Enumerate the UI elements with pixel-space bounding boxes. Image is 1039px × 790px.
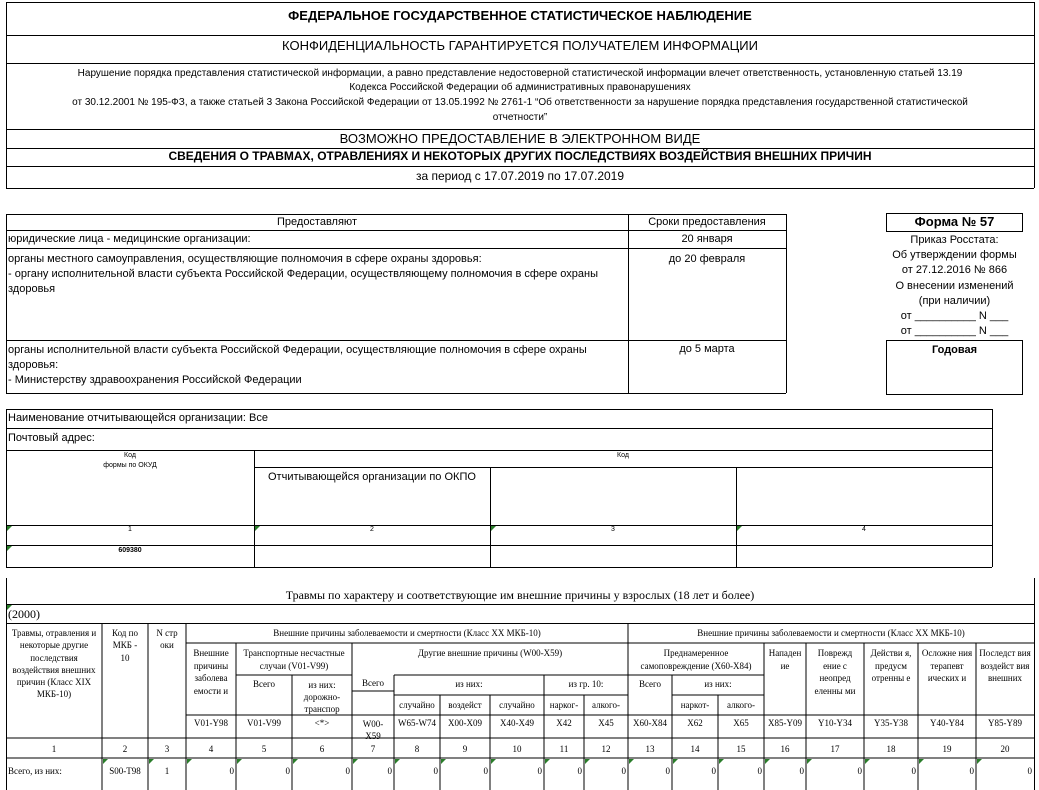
header-undetermined: Поврежд ение с неопред еленны ми xyxy=(814,648,856,696)
confidentiality-notice: КОНФИДЕНЦИАЛЬНОСТЬ ГАРАНТИРУЕТСЯ ПОЛУЧАТЕЛЕМ ИНФОРМАЦИИ xyxy=(282,38,758,53)
total-value-cell[interactable]: 0 xyxy=(665,766,670,776)
total-value-cell[interactable]: 0 xyxy=(229,766,234,776)
column-number: 5 xyxy=(261,744,267,754)
total-value-cell[interactable]: 0 xyxy=(857,766,862,776)
column-number: 8 xyxy=(414,744,420,754)
periodicity: Годовая xyxy=(931,344,978,356)
table-code: (2000) xyxy=(8,607,40,621)
code-cell: X00-X09 xyxy=(448,718,482,728)
okud-code-title: Код xyxy=(124,452,136,459)
column-number: 3 xyxy=(164,744,170,754)
header-icd-code: Код по МКБ - 10 xyxy=(112,628,138,663)
col-num-3: 3 xyxy=(611,526,615,533)
header-self-harm-narcotic: наркот- xyxy=(680,700,710,710)
deadline-1: 20 января xyxy=(681,233,733,245)
total-row-icd: S00-T98 xyxy=(109,766,141,776)
code-cell: Y35-Y38 xyxy=(874,718,908,728)
code-cell: X65 xyxy=(733,718,749,728)
deadline-header: Сроки предоставления xyxy=(648,216,766,228)
column-number: 18 xyxy=(886,744,896,754)
header-road-transport: из них: дорожно-транспор xyxy=(303,680,341,714)
order-line: Приказ Росстата: xyxy=(910,234,999,246)
total-value-cell[interactable]: 0 xyxy=(483,766,488,776)
column-number: 9 xyxy=(462,744,468,754)
header-injuries: Травмы, отравления и некоторые другие последствия воздействия внешних причин (Класс XIX МКБ-10) xyxy=(11,628,97,700)
total-value-cell[interactable]: 0 xyxy=(757,766,762,776)
warning-line-4: отчетности” xyxy=(492,112,548,123)
header-self-harm-total: Всего xyxy=(638,679,662,689)
submitter-row-2 xyxy=(8,252,626,297)
table-caption: Травмы по характеру и соответствующие им внешние причины у взрослых (18 лет и более) xyxy=(285,588,755,602)
header-accidental: случайно xyxy=(399,700,435,710)
header-self-harm-alcohol: алкого- xyxy=(727,700,755,710)
column-number: 15 xyxy=(736,744,746,754)
header-transport: Транспортные несчастные случаи (V01-V99) xyxy=(243,648,345,671)
organization-section xyxy=(0,405,1039,570)
total-value-cell[interactable]: 0 xyxy=(969,766,974,776)
order-line: Об утверждении формы xyxy=(892,249,1017,262)
order-info xyxy=(886,233,1023,339)
header-legal: Действи я, предусм отренны е xyxy=(870,648,912,684)
column-number: 14 xyxy=(690,744,700,754)
header-title: ФЕДЕРАЛЬНОЕ ГОСУДАРСТВЕННОЕ СТАТИСТИЧЕСКОЕ НАБЛЮДЕНИЕ xyxy=(288,8,752,23)
code-cell: W65-W74 xyxy=(398,718,436,728)
column-number: 16 xyxy=(780,744,790,754)
submitter-line: органы местного самоуправления, осуществляющие полномочия в сфере охраны здоровья: xyxy=(8,253,482,265)
submitter-line: органы исполнительной власти субъекта Российской Федерации, осуществляющие полномочия в сфере охраны xyxy=(8,344,587,356)
header-other-causes: Другие внешние причины (W00-X59) xyxy=(417,648,563,658)
column-number: 1 xyxy=(51,744,57,754)
okpo-label: Отчитывающейся организации по ОКПО xyxy=(268,471,476,483)
order-line: (при наличии) xyxy=(918,294,991,307)
column-number: 20 xyxy=(1000,744,1010,754)
warning-line-2: Кодекса Российской Федерации об административных правонарушениях xyxy=(349,82,691,93)
submitter-line: здоровья: xyxy=(8,359,59,371)
header-other-total: Всего xyxy=(361,678,385,688)
total-value-cell[interactable]: 0 xyxy=(345,766,350,776)
column-number: 7 xyxy=(370,744,376,754)
code-cell: X62 xyxy=(687,718,703,728)
code-cell: X60-X84 xyxy=(633,718,667,728)
column-number: 4 xyxy=(208,744,214,754)
total-value-cell[interactable]: 0 xyxy=(799,766,804,776)
column-number: 12 xyxy=(601,744,611,754)
header-assault: Нападен ие xyxy=(768,648,802,671)
postal-address: Почтовый адрес: xyxy=(8,432,95,444)
total-value-cell[interactable]: 0 xyxy=(1027,766,1032,776)
injury-table xyxy=(0,578,1039,790)
total-value-cell[interactable]: 0 xyxy=(711,766,716,776)
total-value-cell[interactable]: 0 xyxy=(285,766,290,776)
code-cell: Y40-Y84 xyxy=(930,718,964,728)
header-group-1: Внешние причины заболеваемости и смертности (Класс XX МКБ-10) xyxy=(273,628,541,638)
total-value-cell[interactable]: 0 xyxy=(577,766,582,776)
submitter-line: - органу исполнительной власти субъекта Российской Федерации, осуществляющему полномочия в сфере охраны xyxy=(8,268,599,280)
warning-line-3: от 30.12.2001 № 195-ФЗ, а также статьей 3 Закона Российской Федерации от 13.05.1992 № 2761-1 “Об ответственности за нарушение порядка представления государственной статистической xyxy=(72,97,968,108)
column-number: 11 xyxy=(559,744,569,754)
submitters-header: Предоставляют xyxy=(277,216,357,228)
submitter-row-3 xyxy=(8,343,626,388)
code-cell: Y10-Y34 xyxy=(818,718,852,728)
header-of-them: из них: xyxy=(455,679,483,689)
code-cell: V01-V99 xyxy=(247,718,281,728)
column-number: 2 xyxy=(122,744,128,754)
total-row-line: 1 xyxy=(164,766,170,776)
order-line: О внесении изменений xyxy=(895,279,1014,292)
header-external-causes: Внешние причины заболева емости и xyxy=(193,648,229,696)
col-num-4: 4 xyxy=(862,526,866,533)
okud-value: 609380 xyxy=(118,547,142,554)
column-number: 13 xyxy=(645,744,655,754)
column-number: 19 xyxy=(942,744,952,754)
header-sequelae: Последст вия воздейст вия внешних xyxy=(979,648,1031,684)
submitter-line: здоровья xyxy=(8,283,56,295)
header-transport-total: Всего xyxy=(252,679,276,689)
report-period: за период с 17.07.2019 по 17.07.2019 xyxy=(415,169,625,183)
electronic-notice: ВОЗМОЖНО ПРЕДОСТАВЛЕНИЕ В ЭЛЕКТРОННОМ ВИДЕ xyxy=(339,131,701,146)
order-line: от __________ N ___ xyxy=(900,310,1009,323)
total-value-cell[interactable]: 0 xyxy=(621,766,626,776)
form-number-box xyxy=(886,213,1024,395)
code-cell: <*> xyxy=(314,718,330,728)
header-narcotic: нарког- xyxy=(549,700,579,710)
order-line: от __________ N ___ xyxy=(900,325,1009,338)
header-group-2: Внешние причины заболеваемости и смертности (Класс XX МКБ-10) xyxy=(697,628,965,638)
code-cell: Y85-Y89 xyxy=(988,718,1022,728)
code-cell: X42 xyxy=(556,718,572,728)
header-accidental-2: случайно xyxy=(499,700,535,710)
okud-label: формы по ОКУД xyxy=(103,462,157,469)
total-value-cell[interactable]: 0 xyxy=(387,766,392,776)
submitter-row-1 xyxy=(8,233,626,245)
column-number: 10 xyxy=(512,744,522,754)
order-line: от 27.12.2016 № 866 xyxy=(901,264,1008,277)
organization-name: Наименование отчитывающейся организации: Все xyxy=(8,412,268,424)
header-complications: Осложне ния терапевт ических и xyxy=(921,648,973,684)
submitter-line: юридические лица - медицинские организации: xyxy=(8,233,251,245)
form-header xyxy=(0,0,1039,190)
total-value-cell[interactable]: 0 xyxy=(911,766,916,776)
deadline-2: до 20 февраля xyxy=(668,253,746,265)
column-number: 17 xyxy=(830,744,840,754)
submission-table xyxy=(0,200,800,400)
header-self-harm-of: из них: xyxy=(704,679,732,689)
header-of-group-10: из гр. 10: xyxy=(568,679,604,689)
form-number: Форма № 57 xyxy=(914,214,995,229)
code-cell: X45 xyxy=(598,718,614,728)
submitter-line: - Министерству здравоохранения Российской Федерации xyxy=(8,374,302,386)
org-code-title: Код xyxy=(617,452,629,459)
code-cell: X40-X49 xyxy=(500,718,534,728)
col-num-1: 1 xyxy=(128,526,132,533)
column-number: 6 xyxy=(319,744,325,754)
deadline-3: до 5 марта xyxy=(679,343,735,355)
header-exposure: воздейст xyxy=(448,700,482,710)
code-cell: V01-Y98 xyxy=(194,718,228,728)
warning-line-1: Нарушение порядка представления статистической информации, а равно представление недостоверной статистической информации влечет ответственность, установленную статьей 13.19 xyxy=(77,68,963,79)
total-value-cell[interactable]: 0 xyxy=(433,766,438,776)
header-self-harm: Преднамеренное самоповреждение (X60-X84) xyxy=(640,648,752,671)
report-title: СВЕДЕНИЯ О ТРАВМАХ, ОТРАВЛЕНИЯХ И НЕКОТОРЫХ ДРУГИХ ПОСЛЕДСТВИЯХ ВОЗДЕЙСТВИЯ ВНЕШНИХ ПРИЧИН xyxy=(168,149,872,163)
col-num-2: 2 xyxy=(370,526,374,533)
total-value-cell[interactable]: 0 xyxy=(537,766,542,776)
header-alcohol: алкого- xyxy=(592,700,620,710)
total-row-label: Всего, из них: xyxy=(8,766,62,776)
code-cell: X85-Y09 xyxy=(768,718,802,728)
code-cell: W00-X59 xyxy=(362,719,384,741)
header-line-number: N стр оки xyxy=(156,628,178,651)
